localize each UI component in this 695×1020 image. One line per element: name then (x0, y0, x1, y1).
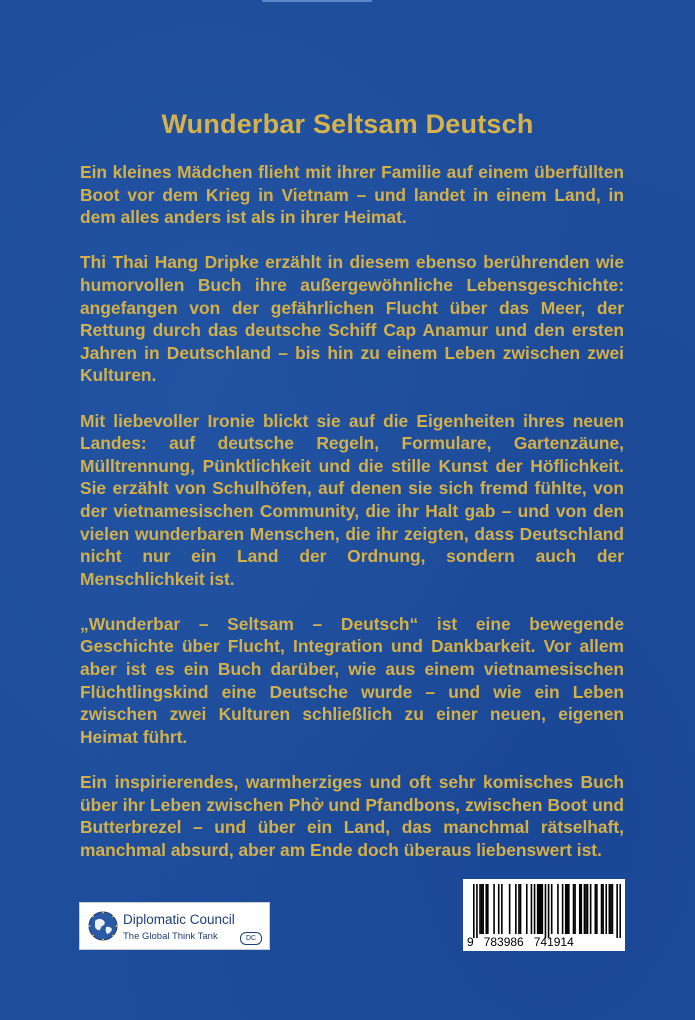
barcode-number: 9 783986 741914 (467, 935, 574, 949)
top-edge-mark (262, 0, 372, 2)
barcode-bar (545, 884, 547, 938)
barcode-bar (540, 884, 542, 934)
barcode-bar (482, 884, 484, 934)
barcode-bar (473, 884, 475, 938)
isbn-barcode (463, 879, 625, 951)
barcode-bar (531, 884, 533, 934)
barcode-bar (610, 884, 612, 934)
barcode-bar (557, 884, 559, 934)
barcode-bar (562, 884, 564, 934)
barcode-bar (619, 884, 621, 938)
barcode-bar (479, 884, 481, 934)
barcode-bar (602, 884, 604, 934)
barcode-bar (612, 884, 614, 934)
barcode-bar (476, 884, 478, 938)
blurb-paragraph: Ein kleines Mädchen flieht mit ihrer Familie auf einem überfüllten Boot vor dem Krieg in Vietnam – und landet in einem Land, in dem alles anders ist als in ihrer Heimat. (80, 162, 624, 228)
barcode-bar (537, 884, 539, 934)
barcode-bar (616, 884, 618, 938)
barcode-bar (534, 884, 536, 934)
barcode-bar (542, 884, 544, 934)
barcode-bar (585, 884, 587, 934)
barcode-bar (605, 884, 607, 934)
blurb-paragraph: „Wunderbar – Seltsam – Deutsch“ ist eine bewegende Geschichte über Flucht, Integration und Dankbarkeit. Vor allem aber ist es ein Buch darüber, wie aus einem vietnamesischen Flüchtlingskind eine Deutsche wurde – und wie ein Leben zwischen zwei Kulturen schließlich zu einer neuen, eigenen Heimat führt. (80, 613, 624, 747)
blurb-paragraph: Ein inspirierendes, warmherziges und oft sehr komisches Buch über ihr Leben zwischen Phở und Pfandbons, zwischen Boot und Butterbrezel – und über ein Land, das manchmal rätselhaft, manchmal absurd, aber am Ende doch überaus liebenswert ist. (80, 772, 624, 860)
barcode-bar (595, 884, 597, 934)
barcode-bar (515, 884, 517, 934)
blurb-paragraph: Thi Thai Hang Dripke erzählt in diesem ebenso berührenden wie humorvollen Buch ihre außergewöhnliche Lebensgeschichte: angefangen von der gefährlichen Flucht über das Meer, der Rettung durch das deutsche Schiff Cap Anamur und den ersten Jahren in Deutschland – bis hin zu einem Leben zwischen zwei Kulturen. (80, 252, 624, 386)
barcode-bar (580, 884, 582, 934)
barcode-bar (590, 884, 592, 934)
barcode-bar (493, 884, 495, 934)
barcode-bar (509, 884, 511, 934)
barcode-bar (574, 884, 576, 934)
barcode-bar (579, 884, 581, 934)
barcode-bar (568, 884, 570, 934)
barcode-bar (565, 884, 567, 934)
globe-icon (88, 911, 118, 941)
barcode-bar (538, 884, 540, 934)
barcode-bar (596, 884, 598, 934)
barcode-bar (601, 884, 603, 934)
barcode-bar (501, 884, 503, 934)
book-title: Wunderbar Seltsam Deutsch (161, 109, 534, 139)
barcode-bar (485, 884, 487, 934)
barcode-bar (609, 884, 611, 934)
blurb-paragraph: Mit liebevoller Ironie blickt sie auf die Eigenheiten ihres neuen Landes: auf deutsche Regeln, Formulare, Gartenzäune, Mülltrennung, Pünktlichkeit und die stille Kunst der Höflichkeit. Sie erzählt von Schulhöfen, auf denen sie sich fremd fühlte, von der vietnamesischen Community, die ihr Halt gab – und von den vielen wunderbaren Menschen, die ihr zeigten, dass Deutschland nicht nur ein Land der Ordnung, sondern auch der Menschlichkeit ist. (80, 410, 624, 589)
barcode-bar (587, 884, 589, 934)
publisher-tagline: The Global Think Tank (123, 931, 218, 942)
barcode-bar (498, 884, 500, 934)
barcode-bar (487, 884, 489, 934)
blurb-text (80, 161, 624, 884)
barcode-bar (573, 884, 575, 934)
barcode-bar (520, 884, 522, 934)
barcode-bar (566, 884, 568, 934)
barcode-bar (548, 884, 550, 938)
barcode-bar (526, 884, 528, 934)
publisher-logo (79, 902, 270, 950)
publisher-name: Diplomatic Council (123, 912, 235, 927)
barcode-bars (473, 884, 621, 938)
barcode-bar (551, 884, 553, 934)
barcode-bar (584, 884, 586, 934)
barcode-bar (518, 884, 520, 934)
publisher-badge: DC (240, 932, 262, 945)
barcode-bar (481, 884, 483, 934)
